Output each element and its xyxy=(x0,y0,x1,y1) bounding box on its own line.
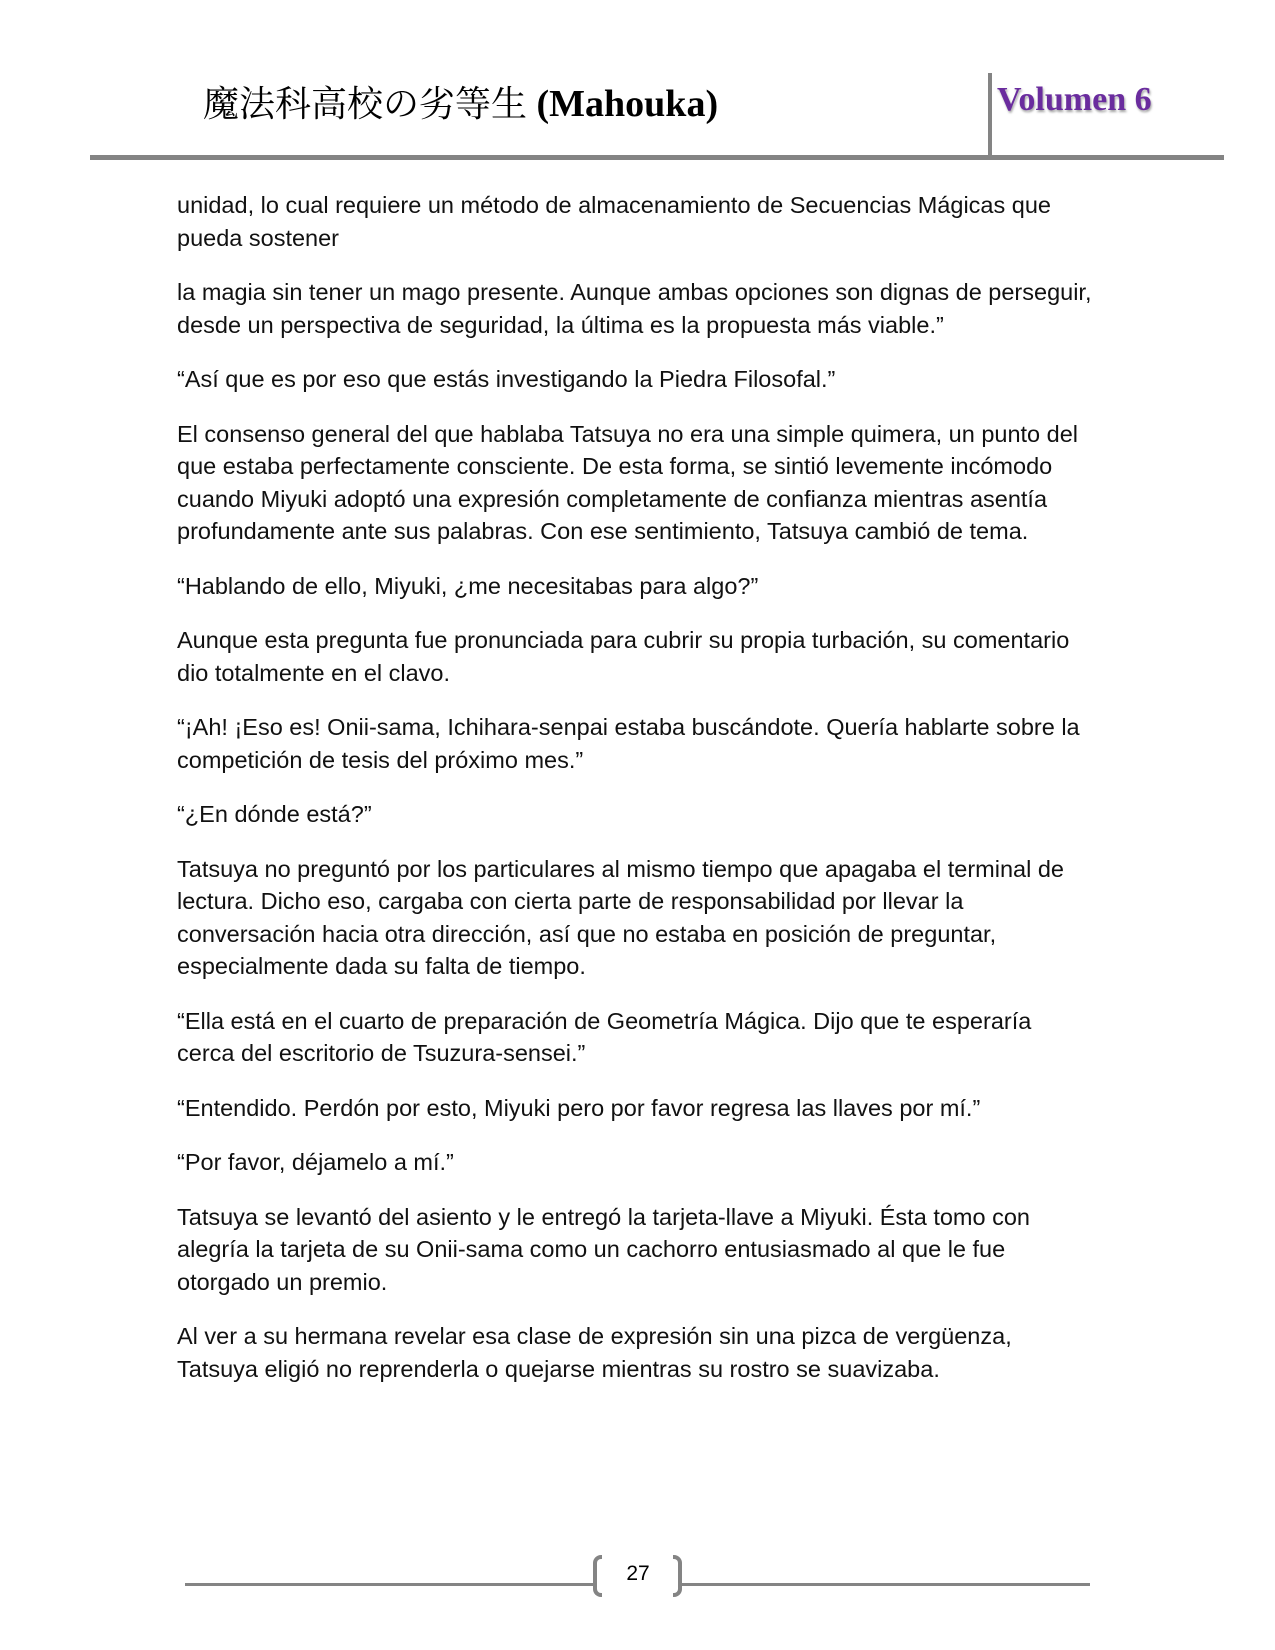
paragraph: Aunque esta pregunta fue pronunciada para cubrir su propia turbación, su comentario dio totalmente en el clavo. xyxy=(177,627,1070,686)
paragraph: la magia sin tener un mago presente. Aunque ambas opciones son dignas de perseguir, desde un perspectiva de seguridad, la última es la propuesta más viable.” xyxy=(177,279,1092,338)
header-rule xyxy=(90,155,1224,160)
title-japanese: 魔法科高校の劣等生 xyxy=(203,84,528,125)
body-text xyxy=(177,189,1095,1407)
paragraph: Tatsuya no preguntó por los particulares al mismo tiempo que apagaba el terminal de lectura. Dicho eso, cargaba con cierta parte de responsabilidad por llevar la conversación hacia otra dirección, así que no estaba en posición de preguntar, especialmente dada su falta de tiempo. xyxy=(177,855,1064,979)
title-romaji: (Mahouka) xyxy=(527,83,719,125)
paragraph: “¿En dónde está?” xyxy=(177,801,372,827)
paragraph: “Entendido. Perdón por esto, Miyuki pero por favor regresa las llaves por mí.” xyxy=(177,1094,981,1121)
paragraph: “Ella está en el cuarto de preparación de Geometría Mágica. Dijo que te esperaría cerca del escritorio de Tsuzura-sensei.” xyxy=(177,1007,1032,1066)
page-number: 27 xyxy=(626,1562,650,1585)
paragraph: “Así que es por eso que estás investigando la Piedra Filosofal.” xyxy=(177,366,836,392)
page-header-title xyxy=(203,80,843,129)
paragraph: El consenso general del que hablaba Tatsuya no era una simple quimera, un punto del que estaba perfectamente consciente. De esta forma, se sintió levemente incómodo cuando Miyuki adoptó una expresión completamente de confianza mientras asentía profundamente ante sus palabras. Con ese sentimiento, Tatsuya cambió de tema. xyxy=(177,420,1079,544)
paragraph: “Por favor, déjamelo a mí.” xyxy=(177,1149,454,1175)
paragraph: Al ver a su hermana revelar esa clase de expresión sin una pizca de vergüenza, Tatsuya eligió no reprenderla o quejarse mientras su rostro se suavizaba. xyxy=(177,1323,1012,1382)
paragraph: Tatsuya se levantó del asiento y le entregó la tarjeta-llave a Miyuki. Ésta tomo con alegría la tarjeta de su Onii-sama como un cachorro entusiasmado al que le fue otorgado un premio. xyxy=(177,1203,1030,1295)
left-bracket-icon xyxy=(593,1555,602,1597)
paragraph: unidad, lo cual requiere un método de almacenamiento de Secuencias Mágicas que pueda sostener xyxy=(177,192,1051,251)
paragraph: “Hablando de ello, Miyuki, ¿me necesitabas para algo?” xyxy=(177,572,759,599)
footer-rule-left xyxy=(185,1583,593,1586)
volume-label: Volumen 6 xyxy=(997,81,1152,118)
paragraph: “¡Ah! ¡Eso es! Onii-sama, Ichihara-senpai estaba buscándote. Quería hablarte sobre la competición de tesis del próximo mes.” xyxy=(177,714,1080,773)
footer-rule-right xyxy=(682,1583,1090,1586)
header-divider xyxy=(988,73,992,157)
right-bracket-icon xyxy=(673,1555,682,1597)
